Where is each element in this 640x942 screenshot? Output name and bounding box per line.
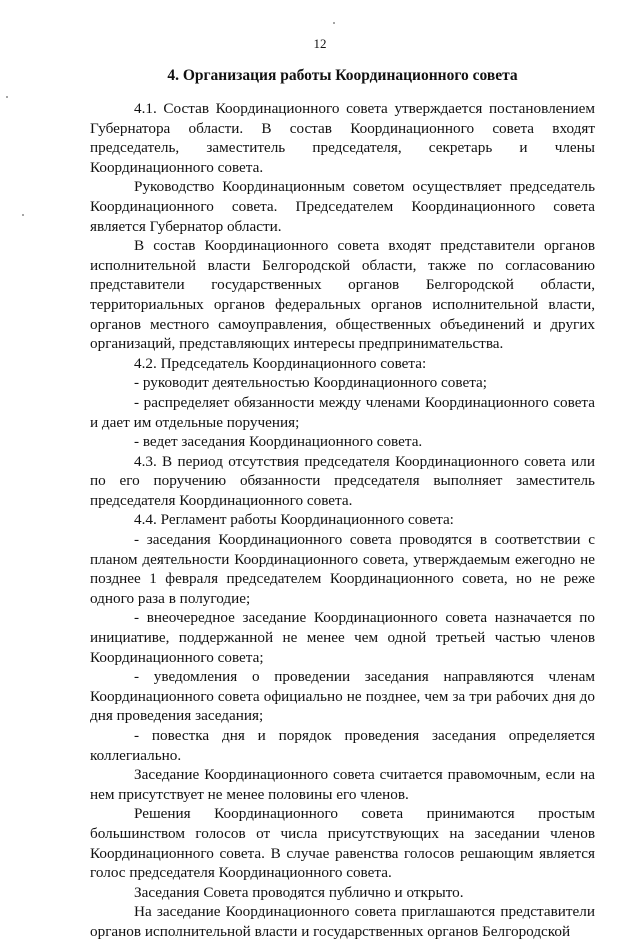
list-item-regulation: - внеочередное заседание Координационного совета назначается по инициативе, поддержанной не менее чем одной третьей частью членов Координационного совета; [90, 609, 595, 666]
scan-speck [6, 96, 8, 98]
list-item-regulation: - уведомления о проведении заседания направляются членам Координационного совета официально не позднее, чем за три рабочих дня до дня проведения заседания; [90, 668, 595, 725]
paragraph-4-3: 4.3. В период отсутствия председателя Координационного совета или по его поручению обязанности председателя выполняет заместитель председателя Координационного совета. [90, 452, 595, 509]
paragraph-4-2: 4.2. Председатель Координационного совета: [134, 354, 427, 372]
section-title: 4. Организация работы Координационного совета [167, 67, 518, 84]
list-item-regulation: - повестка дня и порядок проведения заседания определяется коллегиально. [90, 727, 595, 764]
scan-speck [333, 22, 335, 24]
paragraph-4-1: 4.1. Состав Координационного совета утверждается постановлением Губернатора области. В состав Координационного совета входят председатель, заместитель председателя, секретарь и члены Координационного совета. [90, 100, 595, 176]
paragraph-leadership: Руководство Координационным советом осуществляет председатель Координационного совета. Председателем Координационного совета является Губернатор области. [90, 178, 595, 235]
list-item-chair-duty: - ведет заседания Координационного совета. [134, 433, 423, 451]
paragraph-4-4: 4.4. Регламент работы Координационного совета: [134, 511, 454, 529]
paragraph-publicity: Заседания Совета проводятся публично и открыто. [134, 883, 464, 901]
document-body [90, 99, 595, 942]
paragraph-invitees: На заседание Координационного совета приглашаются представители органов исполнительной власти и государственных органов Белгородской [90, 903, 595, 940]
list-item-chair-duty: - руководит деятельностью Координационного совета; [134, 374, 487, 392]
page-number: 12 [313, 36, 327, 51]
list-item-regulation: - заседания Координационного совета проводятся в соответствии с планом деятельности Координационного совета, утверждаемым ежегодно не позднее 1 февраля председателем Координационного совета, но не реже одного раза в полугодие; [90, 531, 595, 607]
list-item-chair-duty: - распределяет обязанности между членами Координационного совета и дает им отдельные поручения; [90, 393, 595, 431]
scan-speck [22, 214, 24, 216]
paragraph-decisions: Решения Координационного совета принимаются простым большинством голосов от числа присутствующих на заседании членов Координационного совета. В случае равенства голосов решающим является голос председателя Координационного совета. [90, 805, 595, 882]
paragraph-quorum: Заседание Координационного совета считается правомочным, если на нем присутствует не менее половины его членов. [90, 766, 595, 803]
paragraph-composition: В состав Координационного совета входят представители органов исполнительной власти Белгородской области, также по согласованию представители государственных органов Белгородской области, территориальных органов федеральных органов исполнительной власти, органов местного самоуправления, общественных объединений и других организаций, представляющих интересы предпринимательства. [90, 237, 595, 353]
